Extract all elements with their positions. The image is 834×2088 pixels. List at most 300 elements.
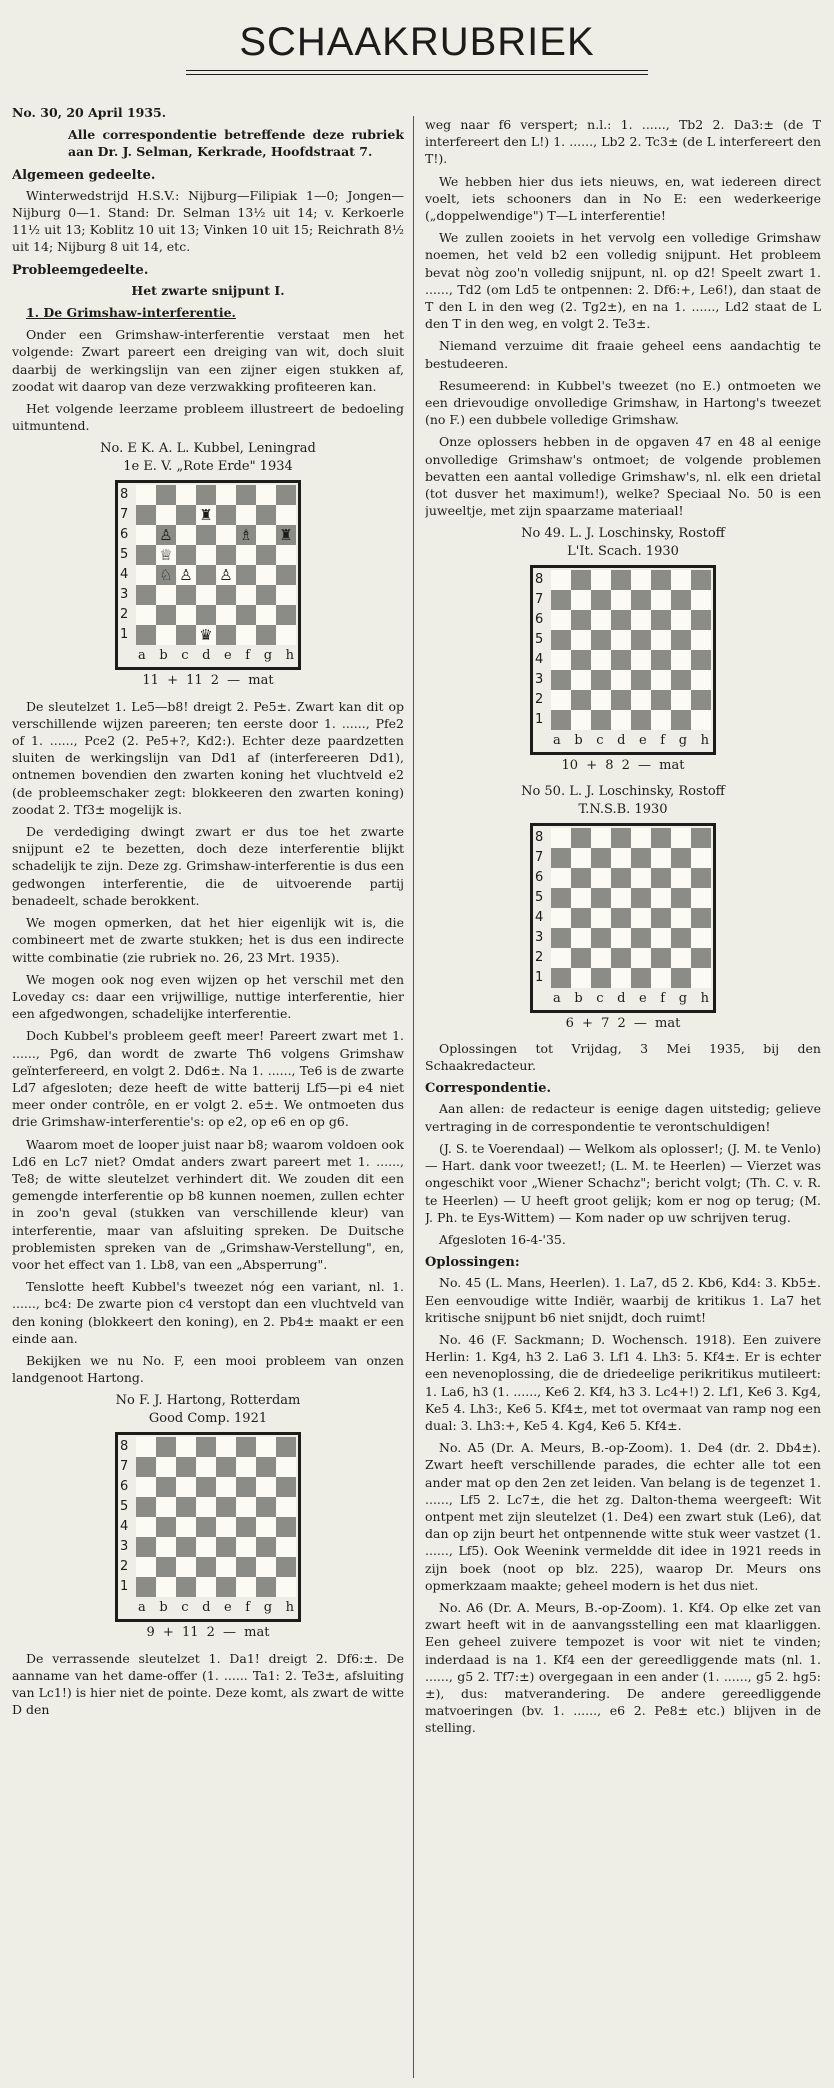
board-square <box>176 585 196 605</box>
board-square <box>651 928 671 948</box>
board-square <box>611 670 631 690</box>
board-square <box>691 590 711 610</box>
board-square <box>691 968 711 988</box>
file-label: d <box>617 990 626 1006</box>
board-square <box>136 625 156 645</box>
rank-label: 3 <box>120 587 129 603</box>
board-square <box>236 1437 256 1457</box>
board-square <box>691 630 711 650</box>
rank-label: 3 <box>120 1539 129 1555</box>
board-square <box>671 848 691 868</box>
board-square <box>551 888 571 908</box>
board-square <box>136 1537 156 1557</box>
board-square <box>671 590 691 610</box>
board-square <box>591 690 611 710</box>
board-square <box>631 590 651 610</box>
file-label: c <box>596 990 604 1006</box>
board-square <box>571 670 591 690</box>
board-square <box>571 928 591 948</box>
rank-label: 5 <box>535 632 544 648</box>
board-square <box>591 828 611 848</box>
board-square <box>571 610 591 630</box>
board-square <box>691 650 711 670</box>
board-square <box>631 670 651 690</box>
file-label: a <box>553 733 561 749</box>
board-square <box>136 565 156 585</box>
file-label: d <box>617 733 626 749</box>
board-square <box>216 1497 236 1517</box>
file-label: e <box>639 990 647 1006</box>
board-square <box>631 690 651 710</box>
problem-author: No 50. L. J. Loschinsky, Rostoff <box>521 783 725 799</box>
board-square <box>136 485 156 505</box>
file-label: f <box>660 990 666 1006</box>
paragraph: We zullen zooiets in het vervolg een volledige Grimshaw noemen, het veld b2 een volledig snijpunt. Het probleem bevat nòg zoo'n volledig snijpunt, nl. op d2! Speelt zwart 1. ......, Td2 (om Ld5 te ontpennen: 2. Df6:+, Le6!), dan staat de T den L in den weg (2. Tg2±), en na 1. ......, Ld2 staat de L den T in den weg, en volgt 2. Te3±. <box>425 230 821 332</box>
subheading-grimshaw: 1. De Grimshaw-interferentie. <box>26 305 236 321</box>
solution: No. 45 (L. Mans, Heerlen). 1. La7, d5 2. Kb6, Kd4: 3. Kb5±. Een eenvoudige witte Indiër, waarbij de kritikus 1. La7 het kritische snijpunt b6 niet snijdt, doch ruimt! <box>425 1275 821 1325</box>
board-square <box>611 710 631 730</box>
solution: No. A5 (Dr. A. Meurs, B.-op-Zoom). 1. De4 (dr. 2. Db4±). Zwart heeft verschillende parades, die echter alle tot een ander mat op den 2en zet leiden. Van belang is de tegenzet 1. ......, Lf5 2. Lc7±, die het zg. Dalton-thema weergeeft: Wit ontpent met zijn sleutelzet (1. De4) een zwart stuk (Le6), dat dan op zijn beurt het ontpennende witte stuk weer vastzet (1. ......, Lf5). Ook Weenink vermeldde dit idee in 1921 reeds in zijn boek (noot op blz. 225), waarop Dr. Meurs ons opmerkzaam maakte; geheel modern is het dus niet. <box>425 1440 821 1593</box>
file-label: b <box>574 990 583 1006</box>
board-square <box>136 1517 156 1537</box>
board-square <box>571 630 591 650</box>
board-square <box>591 670 611 690</box>
board-square <box>671 968 691 988</box>
closing-date: Afgesloten 16-4-'35. <box>439 1231 566 1247</box>
board-square <box>236 1537 256 1557</box>
board-square <box>136 505 156 525</box>
board-square <box>256 625 276 645</box>
board-square: ♜ <box>276 525 296 545</box>
file-label: e <box>224 648 232 664</box>
rank-label: 5 <box>120 1499 129 1515</box>
board-square <box>196 525 216 545</box>
board-square <box>631 610 651 630</box>
board-square <box>611 630 631 650</box>
board-square <box>236 1457 256 1477</box>
board-square: ♙ <box>216 565 236 585</box>
board-square <box>256 605 276 625</box>
board-square <box>611 888 631 908</box>
board-square <box>176 1557 196 1577</box>
board-square <box>196 1577 216 1597</box>
board-square <box>136 545 156 565</box>
board-square <box>156 505 176 525</box>
board-square <box>196 485 216 505</box>
board-square <box>236 1477 256 1497</box>
board-square <box>176 1517 196 1537</box>
board-square <box>256 1517 276 1537</box>
board-square <box>651 630 671 650</box>
board-square <box>671 570 691 590</box>
solution: No. 46 (F. Sackmann; D. Wochensch. 1918). Een zuivere Herlin: 1. Kg4, h3 2. La6 3. Lf1 4. Lh3: 5. Kf4±. Er is echter een nevenoplossing, die de driedeelige perikritikus mutileert: 1. La6, h3 (1. ......, Ke6 2. Kf4, h3 3. Lc4+!) 2. Lf1, Ke6 3. Kg4, Ke5 4. Lh3:, Ke6 5. Kf4±, met tot overmaat van ramp nog een dual: 3. Lh3:+, Ke5 4. Kg4, Ke6 5. Kf4±. <box>425 1331 821 1433</box>
file-label: g <box>678 733 688 749</box>
board-square <box>591 868 611 888</box>
board-square <box>551 630 571 650</box>
board-square <box>691 710 711 730</box>
board-square <box>551 610 571 630</box>
board-square <box>256 585 276 605</box>
board-square <box>196 1477 216 1497</box>
paragraph: We hebben hier dus iets nieuws, en, wat iedereen direct voelt, iets schooners dan in No E: een wederkeerige („doppelwendige") T—L interferentie! <box>425 173 821 224</box>
paragraph: Bekijken we nu No. F, een mooi probleem van onzen landgenoot Hartong. <box>12 1352 404 1386</box>
problem-author: No. E K. A. L. Kubbel, Leningrad <box>100 441 316 457</box>
board-square <box>216 505 236 525</box>
board-square <box>256 505 276 525</box>
board-square: ♙ <box>176 565 196 585</box>
board-square <box>571 848 591 868</box>
board-square <box>216 1477 236 1497</box>
paragraph: De verrassende sleutelzet 1. Da1! dreigt 2. Df6:±. De aanname van het dame-offer (1. ...... Ta1: 2. Te3±, afsluiting van Lc1!) is hier niet de pointe. Deze komt, als zwart de witte D den <box>12 1650 404 1718</box>
board-square <box>276 1437 296 1457</box>
board-square <box>196 585 216 605</box>
board-square <box>551 828 571 848</box>
board-square <box>651 650 671 670</box>
issue-line: No. 30, 20 April 1935. <box>12 105 167 120</box>
problem-heading <box>425 525 821 561</box>
board-square <box>136 585 156 605</box>
board-square <box>551 848 571 868</box>
paragraph: Onze oplossers hebben in de opgaven 47 en 48 al eenige onvolledige Grimshaw's ontmoet; de volgende problemen bevatten een aantal volledige Grimshaw's, nl. elk een drietal (tot dusver het maximum!), welke? Speciaal No. 50 is een juweeltje, met zijn spaarzame materiaal! <box>425 434 821 519</box>
board-square <box>236 1577 256 1597</box>
board-square <box>631 888 651 908</box>
file-label: g <box>263 648 273 664</box>
file-label: e <box>639 733 647 749</box>
board-square <box>136 525 156 545</box>
board-square <box>156 585 176 605</box>
board-square <box>136 1437 156 1457</box>
piece-count: 10 + 8 2 — mat <box>561 758 685 774</box>
board-square <box>216 1437 236 1457</box>
board-square <box>216 1537 236 1557</box>
board-square <box>196 605 216 625</box>
board-square <box>156 605 176 625</box>
board-square <box>236 605 256 625</box>
left-column <box>12 104 404 2082</box>
board-square <box>256 1477 276 1497</box>
board-square <box>631 630 651 650</box>
board-square <box>551 868 571 888</box>
board-square <box>691 848 711 868</box>
board-square <box>671 690 691 710</box>
board-square <box>136 1457 156 1477</box>
file-label: f <box>245 648 251 664</box>
file-label: h <box>285 1600 294 1616</box>
board-square <box>176 1457 196 1477</box>
rank-label: 7 <box>120 507 129 523</box>
problem-heading <box>425 783 821 819</box>
board-square <box>591 570 611 590</box>
board-square <box>176 1437 196 1457</box>
board-square <box>176 605 196 625</box>
board-square <box>691 610 711 630</box>
board-square <box>631 710 651 730</box>
board-square <box>671 710 691 730</box>
board-square <box>611 848 631 868</box>
address-note: Alle correspondentie betreffende deze rubriek aan Dr. J. Selman, Kerkrade, Hoofdstraat 7. <box>68 127 404 160</box>
rank-label: 6 <box>535 612 544 628</box>
rank-label: 1 <box>120 1579 129 1595</box>
board-square <box>611 968 631 988</box>
piece-count: 9 + 11 2 — mat <box>146 1625 270 1641</box>
rank-label: 4 <box>535 652 544 668</box>
board-square <box>571 828 591 848</box>
file-label: c <box>181 1600 189 1616</box>
board-square <box>156 1497 176 1517</box>
board-square <box>671 828 691 848</box>
rank-label: 1 <box>535 712 544 728</box>
board-square <box>216 1557 236 1577</box>
file-label: b <box>574 733 583 749</box>
board-square <box>651 908 671 928</box>
rank-label: 1 <box>120 627 129 643</box>
file-label: f <box>660 733 666 749</box>
board-square <box>156 1537 176 1557</box>
rank-label: 7 <box>535 849 544 865</box>
board-square <box>216 485 236 505</box>
paragraph: Aan allen: de redacteur is eenige dagen uitstedig; gelieve vertraging in de correspondentie te verontschuldigen! <box>425 1101 821 1134</box>
board-square <box>276 1457 296 1477</box>
board-square <box>691 928 711 948</box>
section-general: Algemeen gedeelte. <box>12 167 156 183</box>
rank-label: 8 <box>535 572 544 588</box>
board-square <box>196 1557 216 1577</box>
board-square <box>276 1477 296 1497</box>
board-square <box>136 1477 156 1497</box>
problem-heading <box>12 440 404 476</box>
board-square <box>256 1457 276 1477</box>
board-square <box>176 1577 196 1597</box>
deadline: Oplossingen tot Vrijdag, 3 Mei 1935, bij den Schaakredacteur. <box>425 1040 821 1074</box>
board-square <box>551 570 571 590</box>
file-label: c <box>181 648 189 664</box>
board-square <box>236 565 256 585</box>
board-square <box>551 590 571 610</box>
file-label: d <box>202 1600 211 1616</box>
board-square <box>671 908 691 928</box>
board-square <box>136 605 156 625</box>
board-square <box>631 868 651 888</box>
board-square <box>216 1457 236 1477</box>
board-square <box>691 670 711 690</box>
file-labels <box>136 1597 296 1617</box>
chess-diagram <box>12 1432 404 1622</box>
board-square <box>176 485 196 505</box>
board-square <box>236 1497 256 1517</box>
board-square <box>631 908 651 928</box>
board-square <box>591 888 611 908</box>
board-square <box>236 585 256 605</box>
board-square <box>591 848 611 868</box>
board-square <box>591 968 611 988</box>
board-square <box>591 590 611 610</box>
paragraph: Niemand verzuime dit fraaie geheel eens aandachtig te bestudeeren. <box>425 338 821 371</box>
rank-label: 8 <box>535 829 544 845</box>
rank-label: 4 <box>535 909 544 925</box>
board-square <box>551 670 571 690</box>
board-square <box>156 1517 176 1537</box>
board-square <box>691 868 711 888</box>
file-label: d <box>202 648 211 664</box>
board-square <box>611 948 631 968</box>
file-label: h <box>700 990 709 1006</box>
board-square <box>691 828 711 848</box>
board-square <box>591 650 611 670</box>
chess-diagram <box>425 565 821 755</box>
board-square <box>156 1477 176 1497</box>
board-square: ♜ <box>196 505 216 525</box>
board-square <box>571 570 591 590</box>
board-square <box>256 1557 276 1577</box>
board-square <box>691 570 711 590</box>
board-square <box>236 505 256 525</box>
board-square <box>591 928 611 948</box>
board-square <box>591 710 611 730</box>
board-square <box>651 868 671 888</box>
board-square <box>216 525 236 545</box>
board-square <box>236 485 256 505</box>
subheading: Het zwarte snijpunt I. <box>131 282 285 298</box>
board-square <box>256 565 276 585</box>
rank-label: 5 <box>535 889 544 905</box>
board-square <box>671 630 691 650</box>
board-square <box>651 690 671 710</box>
board-square <box>611 650 631 670</box>
rank-label: 2 <box>535 949 544 965</box>
board-square <box>256 1497 276 1517</box>
board-square <box>691 690 711 710</box>
board-square <box>276 1557 296 1577</box>
file-label: a <box>138 1600 146 1616</box>
rank-label: 1 <box>535 969 544 985</box>
board-square <box>176 625 196 645</box>
paragraph: We mogen ook nog even wijzen op het verschil met den Loveday cs: daar een vrijwillige, nuttige interferentie, hier een afgedwongen, schadelijke interferentie. <box>12 971 404 1022</box>
board-square <box>136 1557 156 1577</box>
rank-label: 2 <box>120 607 129 623</box>
rank-label: 6 <box>120 527 129 543</box>
board-square <box>276 485 296 505</box>
paragraph: Resumeerend: in Kubbel's tweezet (no E.) ontmoeten we een drievoudige onvolledige Grimshaw, in Hartong's tweezet (no F.) een dubbele volledige Grimshaw. <box>425 377 821 428</box>
board-square <box>651 888 671 908</box>
paragraph: Het volgende leerzame probleem illustreert de bedoeling uitmuntend. <box>12 401 404 434</box>
board-square <box>256 1577 276 1597</box>
board-square: ♕ <box>156 545 176 565</box>
paragraph: weg naar f6 verspert; n.l.: 1. ......, Tb2 2. Da3:± (de T interfereert den L!) 1. ......, Lb2 2. Tc3± (de L interfereert den T!). <box>425 117 821 167</box>
board-square <box>571 948 591 968</box>
board-square <box>611 908 631 928</box>
board-square <box>631 928 651 948</box>
rank-label: 3 <box>535 672 544 688</box>
board-square <box>611 928 631 948</box>
board-square <box>631 828 651 848</box>
piece-count: 11 + 11 2 — mat <box>142 673 274 689</box>
board-square <box>571 908 591 928</box>
board-square <box>276 565 296 585</box>
board-square <box>591 630 611 650</box>
board-square <box>631 570 651 590</box>
board-square <box>276 605 296 625</box>
section-solutions: Oplossingen: <box>425 1255 520 1271</box>
board-square <box>591 948 611 968</box>
file-label: a <box>138 648 146 664</box>
board-square <box>196 1497 216 1517</box>
board-square <box>196 545 216 565</box>
board-square <box>551 650 571 670</box>
board-square <box>611 868 631 888</box>
file-label: f <box>245 1600 251 1616</box>
board-square <box>551 968 571 988</box>
board-square <box>571 590 591 610</box>
board-square <box>571 968 591 988</box>
piece-count: 6 + 7 2 — mat <box>565 1015 681 1031</box>
rank-label: 2 <box>120 1559 129 1575</box>
problem-heading <box>12 1392 404 1428</box>
board-square: ♛ <box>196 625 216 645</box>
board-square <box>256 545 276 565</box>
board-square <box>651 828 671 848</box>
board-square <box>276 505 296 525</box>
board-square <box>216 1577 236 1597</box>
board-square <box>136 1577 156 1597</box>
paragraph: Doch Kubbel's probleem geeft meer! Pareert zwart met 1. ......, Pg6, dan wordt de zwarte Th6 volgens Grimshaw geïnterfereerd, en volgt 2. Dd6±. Na 1. ......, Te6 is de zwarte Ld7 afgesloten; deze heeft de witte batterij Lf5—pi e4 niet meer onder contrôle, en er volgt 2. e5±. We ontmoeten dus drie Grimshaw-interferentie's: op e2, op e6 en op g6. <box>12 1028 404 1130</box>
board-square <box>571 690 591 710</box>
rank-label: 4 <box>120 1519 129 1535</box>
board-square <box>276 545 296 565</box>
board-square <box>651 670 671 690</box>
board-square <box>256 1437 276 1457</box>
board-square <box>611 690 631 710</box>
board-square <box>276 1577 296 1597</box>
problem-author: No 49. L. J. Loschinsky, Rostoff <box>521 526 725 542</box>
board-square <box>276 585 296 605</box>
rank-label: 6 <box>535 869 544 885</box>
board-square <box>196 1457 216 1477</box>
paragraph: Onder een Grimshaw-interferentie verstaat men het volgende: Zwart pareert een dreiging van wit, doch sluit daarbij de werkingslijn van een zijner eigen stukken af, zoodat wit daarop van deze verzwakking profiteeren kan. <box>12 327 404 394</box>
board-square <box>156 1437 176 1457</box>
file-label: a <box>553 990 561 1006</box>
board-square <box>611 610 631 630</box>
section-correspondence: Correspondentie. <box>425 1081 552 1097</box>
rank-label: 4 <box>120 567 129 583</box>
board-square <box>256 485 276 505</box>
board-square <box>216 605 236 625</box>
board-square <box>156 625 176 645</box>
board-square <box>551 928 571 948</box>
problem-source: L'It. Scach. 1930 <box>567 544 679 560</box>
rank-label: 7 <box>535 592 544 608</box>
board-square <box>651 590 671 610</box>
board-square: ♘ <box>156 565 176 585</box>
board-square <box>136 1497 156 1517</box>
board-square <box>236 545 256 565</box>
board-square <box>256 1537 276 1557</box>
board-square <box>236 1517 256 1537</box>
file-label: h <box>285 648 294 664</box>
board-square <box>671 928 691 948</box>
board-square <box>156 1577 176 1597</box>
board-square <box>571 888 591 908</box>
board-square <box>156 1457 176 1477</box>
chess-diagram <box>12 480 404 670</box>
board-square <box>551 948 571 968</box>
title-rule <box>186 70 648 71</box>
board-square <box>196 1537 216 1557</box>
solution: No. A6 (Dr. A. Meurs, B.-op-Zoom). 1. Kf4. Op elke zet van zwart heeft wit in de aanvangsstelling een mat klaarliggen. Een geheel zuivere tempozet is voor wit niet te vinden; inderdaad is na 1. Kf4 een der gereedliggende mats (nl. 1. ......, g5 2. Tf7:±) overgegaan in een ander (1. ......, g5 2. hg5:±), dus: matverandering. De andere gereedliggende matvoeringen (bv. 1. ......, e6 2. Pe8± etc.) blijven in de stelling. <box>425 1599 821 1736</box>
board-square <box>256 525 276 545</box>
rank-label: 8 <box>120 1439 129 1455</box>
board-square <box>611 570 631 590</box>
board-square <box>631 948 651 968</box>
